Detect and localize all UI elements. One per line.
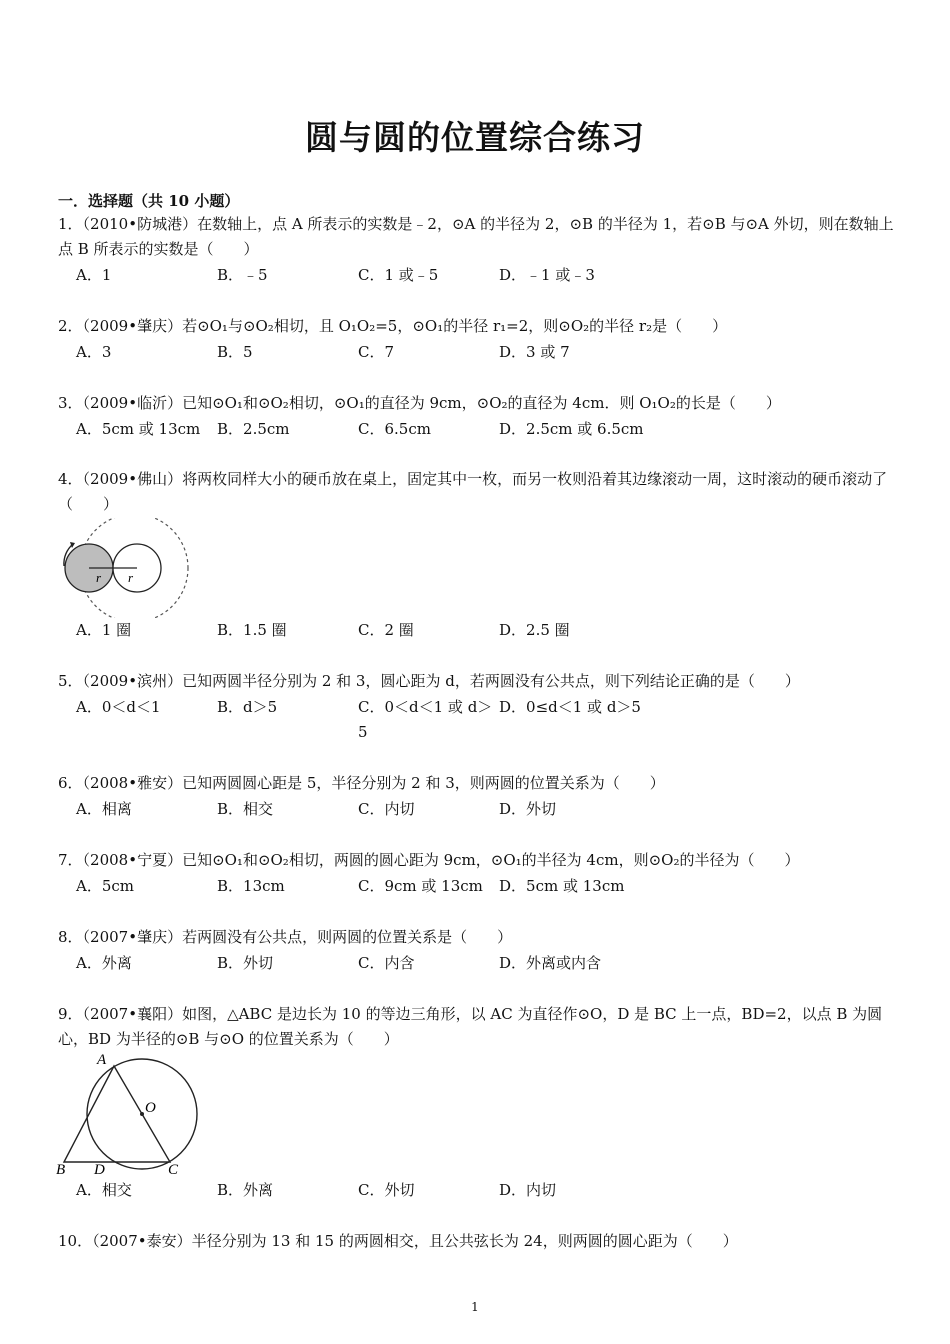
option-c[interactable]: C．0＜d＜1 或 d＞5 bbox=[358, 698, 493, 741]
point-o-label: O bbox=[145, 1100, 156, 1116]
option-d[interactable]: D．外切 bbox=[499, 800, 557, 818]
radius-label-left: r bbox=[96, 570, 102, 585]
option-d[interactable]: D．外离或内含 bbox=[499, 954, 602, 972]
option-a[interactable]: A．5cm bbox=[76, 877, 135, 895]
page-title: 圆与圆的位置综合练习 bbox=[305, 118, 645, 157]
point-b-label: B bbox=[56, 1162, 66, 1178]
section-heading: 一．选择题（共 10 小题） bbox=[58, 192, 240, 210]
option-b[interactable]: B．d＞5 bbox=[217, 698, 278, 716]
option-d[interactable]: D．3 或 7 bbox=[499, 343, 570, 361]
option-d[interactable]: D．2.5 圈 bbox=[499, 621, 570, 639]
question-4: 4．（2009•佛山）将两枚同样大小的硬币放在桌上，固定其中一枚，而另一枚则沿着其边缘滚动一周，这时滚动的硬币滚动了（ ） bbox=[58, 470, 888, 513]
question-10: 10．（2007•泰安）半径分别为 13 和 15 的两圆相交，且公共弦长为 24，则两圆的圆心距为（ ） bbox=[58, 1232, 738, 1250]
radius-label-right: r bbox=[128, 570, 134, 585]
option-b[interactable]: B．﹣5 bbox=[217, 266, 268, 284]
option-a[interactable]: A．相交 bbox=[76, 1181, 132, 1199]
option-b[interactable]: B．1.5 圈 bbox=[217, 621, 287, 639]
point-c-label: C bbox=[168, 1162, 179, 1178]
question-3: 3．（2009•临沂）已知⊙O₁和⊙O₂相切，⊙O₁的直径为 9cm，⊙O₂的直径为 4cm．则 O₁O₂的长是（ ） bbox=[58, 394, 781, 412]
triangle-circle-figure bbox=[54, 1050, 200, 1178]
option-c[interactable]: C．内含 bbox=[358, 954, 415, 972]
option-a[interactable]: A．3 bbox=[76, 343, 112, 361]
question-2: 2．（2009•肇庆）若⊙O₁与⊙O₂相切，且 O₁O₂=5，⊙O₁的半径 r₁=2，则⊙O₂的半径 r₂是（ ） bbox=[58, 317, 728, 335]
option-d[interactable]: D．﹣1 或﹣3 bbox=[499, 266, 595, 284]
question-5: 5．（2009•滨州）已知两圆半径分别为 2 和 3，圆心距为 d，若两圆没有公共点，则下列结论正确的是（ ） bbox=[58, 672, 800, 690]
option-d[interactable]: D．2.5cm 或 6.5cm bbox=[499, 420, 644, 438]
option-c[interactable]: C．1 或﹣5 bbox=[358, 266, 439, 284]
option-c[interactable]: C．2 圈 bbox=[358, 621, 414, 639]
option-d[interactable]: D．内切 bbox=[499, 1181, 557, 1199]
option-d[interactable]: D．0≤d＜1 或 d＞5 bbox=[499, 698, 641, 716]
option-a[interactable]: A．5cm 或 13cm bbox=[76, 420, 201, 438]
option-a[interactable]: A．相离 bbox=[76, 800, 132, 818]
point-a-label: A bbox=[97, 1052, 107, 1068]
option-c[interactable]: C．6.5cm bbox=[358, 420, 431, 438]
question-1: 1．（2010•防城港）在数轴上，点 A 所表示的实数是﹣2，⊙A 的半径为 2，⊙B 的半径为 1，若⊙B 与⊙A 外切，则在数轴上点 B 所表示的实数是（ ） bbox=[58, 215, 894, 258]
option-a[interactable]: A．1 圈 bbox=[76, 621, 132, 639]
page-number: 1 bbox=[471, 1300, 479, 1314]
option-b[interactable]: B．2.5cm bbox=[217, 420, 290, 438]
question-9: 9．（2007•襄阳）如图，△ABC 是边长为 10 的等边三角形，以 AC 为直径作⊙O，D 是 BC 上一点，BD=2，以点 B 为圆心，BD 为半径的⊙B 与⊙O 的位置关系为（ ） bbox=[58, 1005, 883, 1048]
coin-rolling-figure bbox=[56, 518, 192, 618]
option-b[interactable]: B．相交 bbox=[217, 800, 274, 818]
option-b[interactable]: B．5 bbox=[217, 343, 253, 361]
option-c[interactable]: C．7 bbox=[358, 343, 395, 361]
option-c[interactable]: C．外切 bbox=[358, 1181, 415, 1199]
option-b[interactable]: B．13cm bbox=[217, 877, 285, 895]
point-d-label: D bbox=[94, 1162, 105, 1178]
option-b[interactable]: B．外离 bbox=[217, 1181, 274, 1199]
question-6: 6．（2008•雅安）已知两圆圆心距是 5，半径分别为 2 和 3，则两圆的位置关系为（ ） bbox=[58, 774, 665, 792]
option-a[interactable]: A．1 bbox=[76, 266, 112, 284]
option-c[interactable]: C．9cm 或 13cm bbox=[358, 877, 483, 895]
question-7: 7．（2008•宁夏）已知⊙O₁和⊙O₂相切，两圆的圆心距为 9cm，⊙O₁的半径为 4cm，则⊙O₂的半径为（ ） bbox=[58, 851, 800, 869]
option-c[interactable]: C．内切 bbox=[358, 800, 415, 818]
option-d[interactable]: D．5cm 或 13cm bbox=[499, 877, 625, 895]
option-a[interactable]: A．外离 bbox=[76, 954, 132, 972]
option-b[interactable]: B．外切 bbox=[217, 954, 274, 972]
option-a[interactable]: A．0＜d＜1 bbox=[76, 698, 161, 716]
question-8: 8．（2007•肇庆）若两圆没有公共点，则两圆的位置关系是（ ） bbox=[58, 928, 513, 946]
